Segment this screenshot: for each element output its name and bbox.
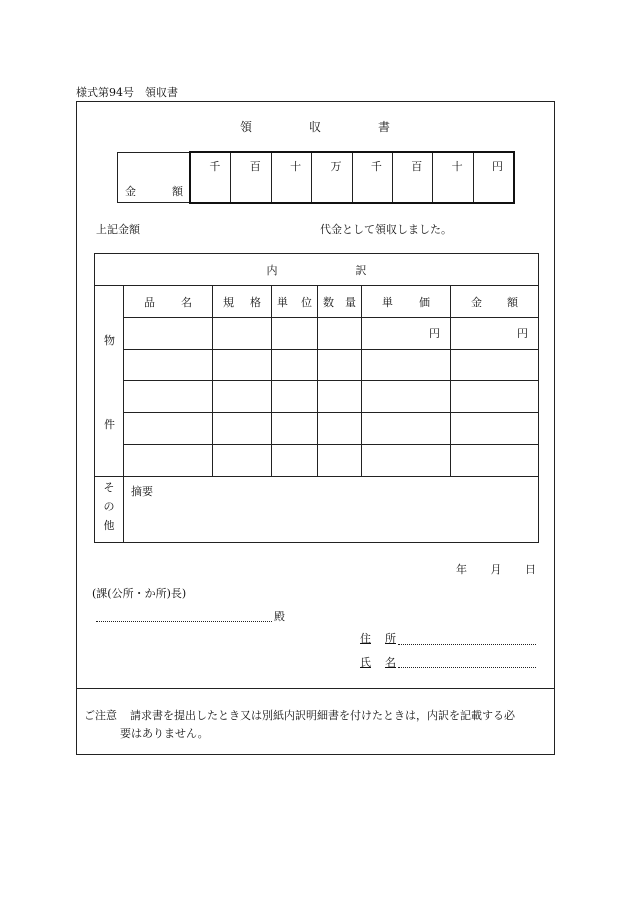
amount-label bbox=[125, 183, 183, 199]
header-char: 位 bbox=[301, 295, 312, 309]
table-row bbox=[95, 349, 539, 380]
amount-digit-cell[interactable] bbox=[231, 153, 271, 202]
digit-unit: 百 bbox=[411, 160, 423, 173]
header-quantity bbox=[318, 286, 362, 318]
cell-spec[interactable] bbox=[213, 318, 272, 349]
note-line-2: 要はありません。 bbox=[120, 727, 209, 740]
digit-unit: 十 bbox=[290, 160, 302, 173]
summary-label: 摘要 bbox=[131, 485, 153, 498]
cell-item-name[interactable] bbox=[124, 413, 213, 444]
cell-unit[interactable] bbox=[272, 413, 318, 444]
cell-amount[interactable] bbox=[451, 380, 539, 412]
breakdown-title-char: 内 bbox=[266, 263, 278, 277]
dono-label: 殿 bbox=[274, 610, 285, 623]
cell-unit-price[interactable] bbox=[362, 380, 451, 412]
table-row bbox=[95, 318, 539, 349]
amount-label-char: 額 bbox=[172, 185, 183, 198]
cell-spec[interactable] bbox=[213, 349, 272, 380]
cell-unit-price[interactable] bbox=[362, 349, 451, 380]
cell-unit-price[interactable] bbox=[362, 444, 451, 476]
cell-unit[interactable] bbox=[272, 380, 318, 412]
amount-digit-cell[interactable] bbox=[272, 153, 312, 202]
header-char: 金 bbox=[471, 295, 482, 309]
table-row bbox=[95, 413, 539, 444]
cell-item-name[interactable] bbox=[124, 318, 213, 349]
header-unit-price bbox=[362, 286, 451, 318]
cell-quantity[interactable] bbox=[318, 444, 362, 476]
cell-quantity[interactable] bbox=[318, 318, 362, 349]
header-char: 数 bbox=[323, 295, 334, 309]
amount-digit-cell[interactable] bbox=[433, 153, 473, 202]
amount-digit-boxes bbox=[189, 151, 515, 204]
digit-unit: 万 bbox=[330, 160, 342, 173]
header-char: 格 bbox=[250, 295, 261, 309]
date-year: 年 bbox=[456, 563, 467, 576]
date-line bbox=[456, 561, 536, 577]
digit-unit: 千 bbox=[209, 160, 221, 173]
cell-item-name[interactable] bbox=[124, 380, 213, 412]
other-label bbox=[95, 477, 124, 543]
addressee-line[interactable] bbox=[96, 620, 272, 622]
header-char: 単 bbox=[277, 295, 288, 309]
receipt-title bbox=[240, 118, 390, 135]
other-label-char: 他 bbox=[103, 519, 115, 532]
amount-digit-cell[interactable] bbox=[353, 153, 393, 202]
cell-spec[interactable] bbox=[213, 444, 272, 476]
cell-unit[interactable] bbox=[272, 349, 318, 380]
digit-unit: 百 bbox=[249, 160, 261, 173]
header-char: 単 bbox=[382, 295, 393, 309]
name-label-char: 氏 bbox=[360, 656, 371, 669]
note-label: ご注意 bbox=[84, 709, 117, 722]
address-label-char: 所 bbox=[385, 632, 396, 645]
cell-quantity[interactable] bbox=[318, 413, 362, 444]
section-chief-label: (課(公所・か所)長) bbox=[92, 587, 187, 600]
note-divider bbox=[77, 688, 554, 689]
other-label-char: そ bbox=[103, 481, 115, 494]
cell-amount[interactable] bbox=[451, 444, 539, 476]
cell-unit-price[interactable] bbox=[362, 413, 451, 444]
cell-spec[interactable] bbox=[213, 413, 272, 444]
header-char: 品 bbox=[144, 295, 155, 309]
address-label bbox=[360, 630, 396, 646]
address-label-char: 住 bbox=[360, 632, 371, 645]
form-number-label: 様式第94号 領収書 bbox=[76, 86, 178, 99]
header-item-name bbox=[124, 286, 213, 318]
header-amount bbox=[451, 286, 539, 318]
header-char: 量 bbox=[345, 295, 356, 309]
item-row-label-top: 物 bbox=[104, 334, 115, 347]
cell-spec[interactable] bbox=[213, 380, 272, 412]
amount-digit-cell[interactable] bbox=[474, 153, 513, 202]
cell-amount[interactable] bbox=[451, 349, 539, 380]
digit-unit: 千 bbox=[370, 160, 382, 173]
cell-item-name[interactable] bbox=[124, 444, 213, 476]
date-month: 月 bbox=[490, 563, 502, 576]
digit-unit: 円 bbox=[492, 160, 503, 173]
title-char: 領 bbox=[240, 120, 253, 134]
amount-label-char: 金 bbox=[125, 185, 136, 198]
title-char: 収 bbox=[308, 120, 321, 134]
header-char: 価 bbox=[419, 295, 430, 309]
cell-amount[interactable] bbox=[451, 413, 539, 444]
cell-quantity[interactable] bbox=[318, 380, 362, 412]
item-row-label bbox=[95, 286, 124, 477]
cell-item-name[interactable] bbox=[124, 349, 213, 380]
other-label-char: の bbox=[103, 500, 115, 513]
header-char: 規 bbox=[223, 295, 234, 309]
phrase-right: 代金として領収しました。 bbox=[320, 223, 452, 236]
breakdown-table bbox=[94, 253, 539, 543]
name-label bbox=[360, 654, 396, 670]
cell-unit-price[interactable]: 円 bbox=[362, 318, 451, 349]
item-row-label-bottom: 件 bbox=[104, 418, 115, 431]
name-line[interactable] bbox=[398, 666, 536, 668]
table-row bbox=[95, 380, 539, 412]
breakdown-title bbox=[95, 254, 539, 286]
cell-amount[interactable]: 円 bbox=[451, 318, 539, 349]
cell-quantity[interactable] bbox=[318, 349, 362, 380]
date-day: 日 bbox=[525, 563, 536, 576]
title-char: 書 bbox=[377, 120, 390, 134]
header-char: 名 bbox=[181, 295, 192, 309]
breakdown-title-char: 訳 bbox=[355, 263, 367, 277]
name-label-char: 名 bbox=[385, 656, 396, 669]
amount-digit-cell[interactable] bbox=[191, 153, 231, 202]
address-line[interactable] bbox=[398, 643, 536, 645]
table-row bbox=[95, 444, 539, 476]
cell-unit[interactable] bbox=[272, 318, 318, 349]
cell-unit[interactable] bbox=[272, 444, 318, 476]
amount-digit-cell[interactable] bbox=[393, 153, 433, 202]
header-unit bbox=[272, 286, 318, 318]
summary-field[interactable] bbox=[124, 477, 539, 543]
phrase-left: 上記金額 bbox=[96, 223, 140, 236]
note-line-1: 請求書を提出したとき又は別紙内訳明細書を付けたときは，内訳を記載する必 bbox=[130, 709, 515, 722]
amount-digit-cell[interactable] bbox=[312, 153, 352, 202]
header-char: 額 bbox=[507, 295, 518, 309]
digit-unit: 十 bbox=[451, 160, 463, 173]
header-spec bbox=[213, 286, 272, 318]
